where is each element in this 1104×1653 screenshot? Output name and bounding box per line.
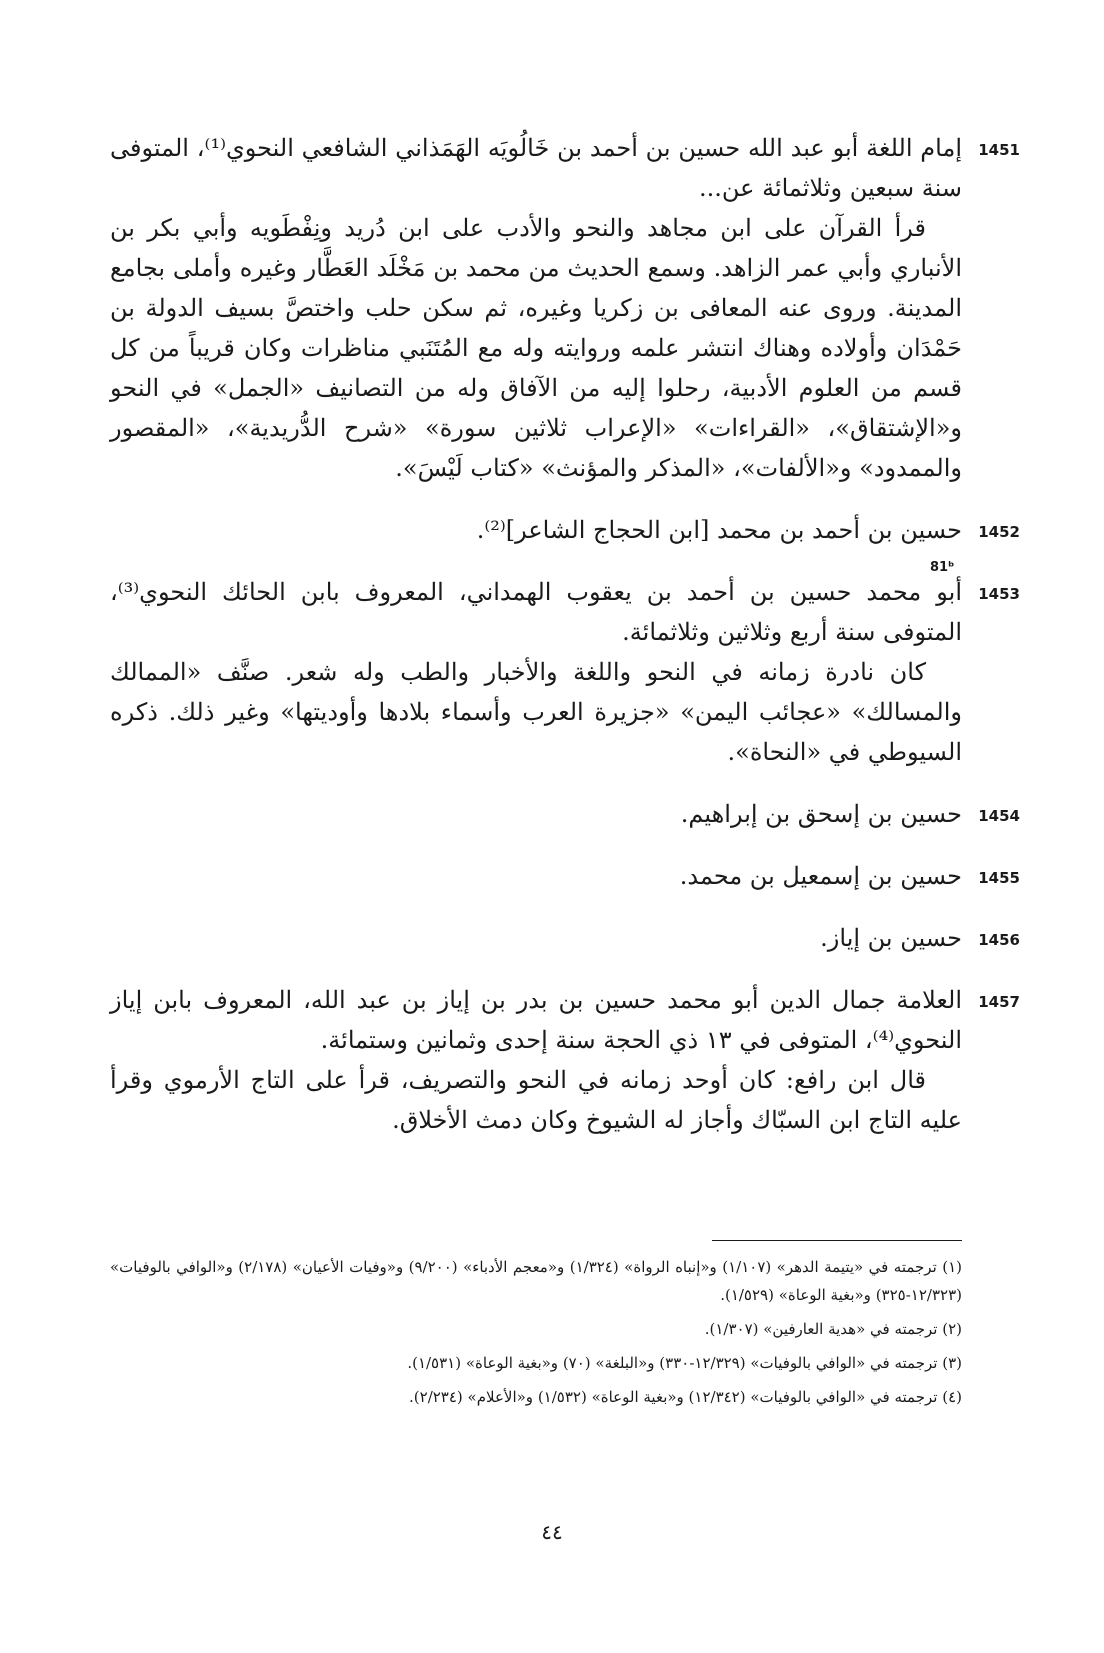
entry-number: 1452 (978, 523, 1020, 541)
folio-marker: 81ᵇ (930, 560, 955, 575)
page-number: ٤٤ (541, 1520, 563, 1544)
entry-1452 (110, 510, 1020, 550)
entry-number: 1455 (978, 869, 1020, 887)
entry-1453 (110, 572, 1020, 772)
entry-1455 (110, 856, 1020, 896)
entry-1454 (110, 794, 1020, 834)
footnote-3: (٣) ترجمته في «الوافي بالوفيات» (١٢/٣٢٩-٣٣٠) و«البلغة» (٧٠) و«بغية الوعاة» (١/٥٣١). (407, 1354, 962, 1372)
entry-number: 1454 (978, 807, 1020, 825)
entry-body: كان نادرة زمانه في النحو واللغة والأخبار والطب وله شعر. صنَّف «الممالك والمسالك» «عجائب اليمن» «جزيرة العرب وأسماء بلادها وأوديتها» وغير ذلك. ذكره السيوطي في «النحاة». (110, 658, 962, 766)
entry-heading: حسين بن إسحق بن إبراهيم. (680, 800, 962, 828)
entry-1457 (110, 980, 1020, 1140)
entry-1451 (110, 128, 1020, 488)
entry-number: 1451 (978, 141, 1020, 159)
entry-number: 1457 (978, 993, 1020, 1011)
entry-1456 (110, 918, 1020, 958)
entry-number: 1456 (978, 931, 1020, 949)
entry-number: 1453 (978, 585, 1020, 603)
main-text (110, 128, 1020, 1162)
entry-heading: أبو محمد حسين بن أحمد بن يعقوب الهمداني، المعروف بابن الحائك النحوي⁽³⁾، المتوفى سنة أربع وثلاثين وثلاثمائة. (110, 578, 962, 646)
footnote-divider (712, 1240, 962, 1241)
footnotes (110, 1240, 962, 1417)
entry-body: قرأ القرآن على ابن مجاهد والنحو والأدب على ابن دُريد ونِفْطَويه وأبي بكر بن الأنباري وأبي عمر الزاهد. وسمع الحديث من محمد بن مَخْلَد العَطَّار وغيره وأملى بجامع المدينة. وروى عنه المعافى بن زكريا وغيره، ثم سكن حلب واختصَّ بسيف الدولة بن حَمْدَان وأولاده وهناك انتشر علمه وروايته وله مع المُتَنَبي مناظرات وكان قريباً من كل قسم من العلوم الأدبية، رحلوا إليه من الآفاق وله من التصانيف «الجمل» في النحو و«الإشتقاق»، «القراءات» «الإعراب ثلاثين سورة» «شرح الدُّريدية»، «المقصور والممدود» و«الألفات»، «المذكر والمؤنث» «كتاب لَيْسَ». (110, 214, 963, 482)
entry-heading: العلامة جمال الدين أبو محمد حسين بن بدر بن إياز بن عبد الله، المعروف بابن إياز النحوي⁽⁴⁾، المتوفى في ١٣ ذي الحجة سنة إحدى وثمانين وستمائة. (110, 986, 962, 1054)
footnote-2: (٢) ترجمته في «هدية العارفين» (١/٣٠٧). (704, 1320, 962, 1338)
footnote-1: (١) ترجمته في «يتيمة الدهر» (١/١٠٧) و«إنباه الرواة» (١/٣٢٤) و«معجم الأدباء» (٩/٢٠٠) و«وفيات الأعيان» (٢/١٧٨) و«الوافي بالوفيات» (١٢/٣٢٣-٣٢٥) و«بغية الوعاة» (١/٥٢٩). (110, 1258, 962, 1304)
footnote-4: (٤) ترجمته في «الوافي بالوفيات» (١٢/٣٤٢) و«بغية الوعاة» (١/٥٣٢) و«الأعلام» (٢/٢٣٤). (409, 1388, 962, 1406)
entry-body: قال ابن رافع: كان أوحد زمانه في النحو والتصريف، قرأ على التاج الأرموي وقرأ عليه التاج ابن السبّاك وأجاز له الشيوخ وكان دمث الأخلاق. (110, 1066, 962, 1134)
entry-heading: حسين بن أحمد بن محمد [ابن الحجاج الشاعر]⁽²⁾. (476, 516, 962, 544)
entry-heading: حسين بن إياز. (820, 924, 962, 952)
entry-heading: حسين بن إسمعيل بن محمد. (679, 862, 962, 890)
entry-heading: إمام اللغة أبو عبد الله حسين بن أحمد بن خَالُويَه الهَمَذاني الشافعي النحوي⁽¹⁾، المتوفى سنة سبعين وثلاثمائة عن... (110, 134, 962, 202)
